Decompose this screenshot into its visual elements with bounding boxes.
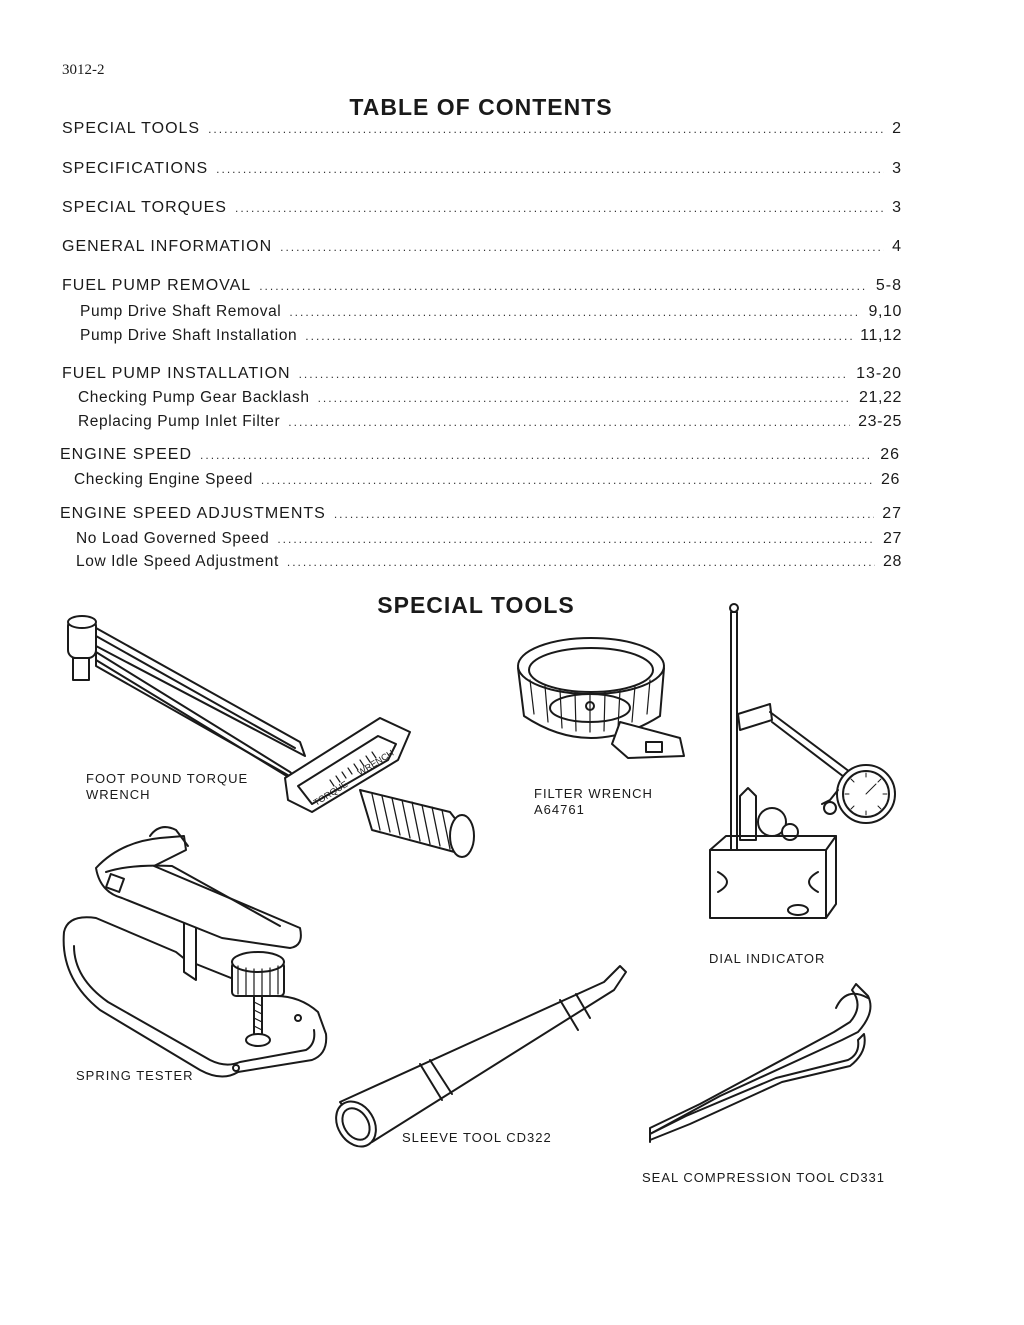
toc-entry-title: FUEL PUMP INSTALLATION [62, 365, 291, 382]
dial-indicator-illustration [710, 604, 895, 918]
toc-entry-title: Pump Drive Shaft Removal [80, 303, 282, 320]
toc-entry-title: SPECIFICATIONS [62, 160, 209, 177]
torque-wrench-caption [86, 771, 248, 803]
torque-wrench-illustration [68, 616, 474, 857]
toc-entry-title: FUEL PUMP REMOVAL [62, 277, 252, 294]
filter-wrench-caption-line1: FILTER WRENCH [534, 786, 653, 801]
spring-tester-illustration [64, 827, 327, 1076]
filter-wrench-caption-line2: A64761 [534, 802, 585, 817]
toc-entry-page: 26 [880, 446, 900, 463]
sleeve-tool-caption: SLEEVE TOOL CD322 [402, 1130, 552, 1145]
toc-entry-page: 26 [881, 471, 900, 488]
toc-entry-page: 4 [892, 238, 902, 255]
toc-entry-title: GENERAL INFORMATION [62, 238, 273, 255]
spring-tester-caption: SPRING TESTER [76, 1068, 194, 1083]
toc-entry-page: 13-20 [856, 365, 902, 382]
toc-entry-title: ENGINE SPEED [60, 446, 193, 463]
toc-entry-page: 27 [882, 505, 902, 522]
toc-entry-page: 28 [883, 553, 902, 570]
toc-entry-page: 3 [892, 199, 902, 216]
toc-entry-page: 23-25 [858, 413, 902, 430]
toc-title: TABLE OF CONTENTS [349, 94, 613, 120]
seal-compression-tool-caption: SEAL COMPRESSION TOOL CD331 [642, 1170, 886, 1185]
torque-dial-label: TORQUE [311, 778, 350, 808]
torque-wrench-caption-line2: WRENCH [86, 787, 151, 802]
toc-entry-title: Pump Drive Shaft Installation [80, 327, 298, 344]
filter-wrench-caption [534, 786, 653, 818]
seal-compression-tool-illustration [650, 984, 870, 1142]
toc-entry-page: 21,22 [858, 389, 902, 406]
dial-indicator-caption: DIAL INDICATOR [709, 951, 826, 966]
sleeve-tool-illustration [328, 966, 626, 1154]
toc-entry-title: Replacing Pump Inlet Filter [78, 413, 281, 430]
toc-entry-title: Checking Engine Speed [74, 471, 253, 488]
toc-entry-title: ENGINE SPEED ADJUSTMENTS [60, 505, 326, 522]
toc-entry-page: 9,10 [868, 303, 902, 320]
toc-entry-title: SPECIAL TOOLS [62, 120, 201, 137]
toc-entry-page: 2 [892, 120, 902, 137]
toc-entry-page: 27 [883, 530, 902, 547]
toc-entry-title: Low Idle Speed Adjustment [76, 553, 279, 570]
toc-entry-page: 3 [892, 160, 902, 177]
special-tools-title: SPECIAL TOOLS [377, 592, 575, 618]
toc-entry-title: SPECIAL TORQUES [62, 199, 227, 216]
toc-entry-title: No Load Governed Speed [76, 530, 270, 547]
wrench-dial-label: WRENCH [355, 747, 396, 778]
torque-wrench-caption-line1: FOOT POUND TORQUE [86, 771, 249, 786]
page-number: 3012-2 [62, 62, 105, 78]
filter-wrench-illustration [518, 638, 684, 758]
toc-entry-title: Checking Pump Gear Backlash [78, 389, 310, 406]
toc-entry-page: 5-8 [875, 277, 902, 294]
toc-entry-page: 11,12 [860, 327, 902, 344]
